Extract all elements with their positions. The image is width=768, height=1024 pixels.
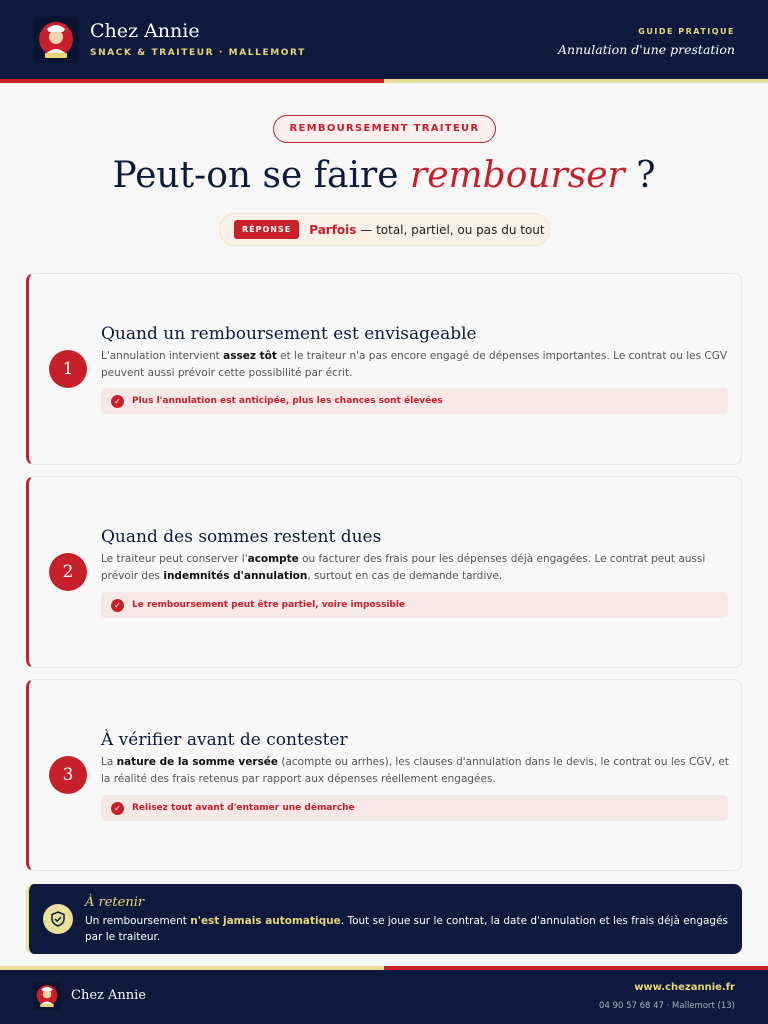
footer-logo[interactable] <box>33 982 61 1010</box>
check-icon: ✓ <box>111 802 124 815</box>
card-title: Quand des sommes restent dues <box>101 527 382 547</box>
card-number: 1 <box>49 350 87 388</box>
info-card-2 <box>26 476 742 668</box>
card-title: À vérifier avant de contester <box>101 730 348 750</box>
brand-logo[interactable] <box>33 17 79 63</box>
takeaway-title: À retenir <box>85 895 145 910</box>
header-stripe <box>0 79 768 83</box>
card-number: 3 <box>49 756 87 794</box>
check-icon: ✓ <box>111 395 124 408</box>
note-text: Relisez tout avant d'entamer une démarche <box>132 803 355 813</box>
footer-brand-name: Chez Annie <box>71 988 146 1003</box>
card-text: Le traiteur peut conserver l'acompte ou facturer des frais pour les dépenses déjà engagées. Le contrat peut aussi prévoir des indemnités d'annulation, surtout en cas de demande tardive. <box>101 553 706 582</box>
note-text: Le remboursement peut être partiel, voire impossible <box>132 600 406 610</box>
card-note <box>101 795 728 821</box>
check-icon: ✓ <box>111 599 124 612</box>
answer-box <box>219 213 550 246</box>
answer-text: Parfois — total, partiel, ou pas du tout <box>309 222 545 237</box>
card-text: La nature de la somme versée (acompte ou arrhes), les clauses d'annulation dans le devis, le contrat ou les CGV, et la réalité des frais retenus par rapport aux dépenses réellement engagées. <box>101 756 729 785</box>
info-card-3 <box>26 679 742 871</box>
brand-name: Chez Annie <box>90 20 200 42</box>
footer <box>0 970 768 1024</box>
card-note <box>101 592 728 618</box>
takeaway-text: Un remboursement n'est jamais automatique. Tout se joue sur le contrat, la date d'annulation et les frais déjà engagés par le traiteur. <box>85 915 729 943</box>
answer-badge: RÉPONSE <box>234 220 299 239</box>
key-takeaway <box>26 884 742 954</box>
info-card-1 <box>26 273 742 465</box>
header <box>0 0 768 80</box>
guide-label: GUIDE PRATIQUE <box>638 27 735 36</box>
title-emphasis: rembourser <box>410 155 625 196</box>
card-text: L'annulation intervient assez tôt et le traiteur n'a pas encore engagé de dépenses importantes. Le contrat ou les CGV peuvent aussi prévoir cette possibilité par écrit. <box>101 350 728 379</box>
guide-title: Annulation d'une prestation <box>558 42 735 57</box>
note-text: Plus l'annulation est anticipée, plus les chances sont élevées <box>132 396 443 406</box>
contact-info: 04 90 57 68 47 · Mallemort (13) <box>599 1001 735 1011</box>
website-link[interactable]: www.chezannie.fr <box>634 982 735 993</box>
category-pill: REMBOURSEMENT TRAITEUR <box>273 115 496 143</box>
card-title: Quand un remboursement est envisageable <box>101 324 477 344</box>
shield-check-icon <box>43 904 73 934</box>
card-note <box>101 388 728 414</box>
brand-subtitle: SNACK & TRAITEUR · MALLEMORT <box>90 48 306 58</box>
page-title: Peut-on se faire rembourser ? <box>112 155 656 196</box>
card-number: 2 <box>49 553 87 591</box>
